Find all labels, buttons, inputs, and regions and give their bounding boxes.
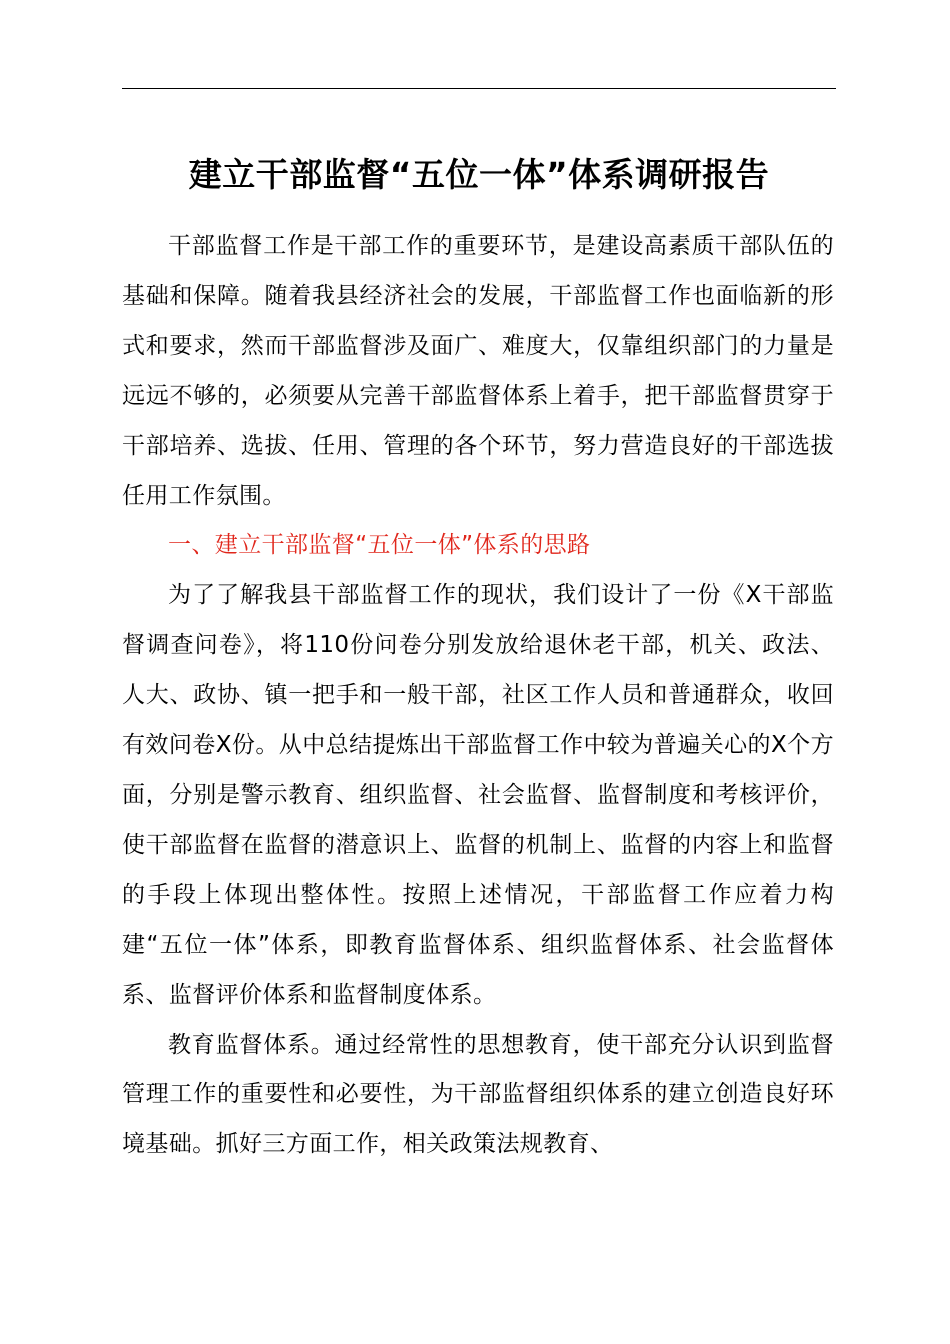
paragraph-intro: 干部监督工作是干部工作的重要环节，是建设高素质干部队伍的基础和保障。随着我县经济社会的发展，干部监督工作也面临新的形式和要求，然而干部监督涉及面广、难度大，仅靠组织部门的力量是远远不够的，必须要从完善干部监督体系上着手，把干部监督贯穿于干部培养、选拔、任用、管理的各个环节，努力营造良好的干部选拔任用工作氛围。 [122,233,834,509]
section-heading-1: 一、建立干部监督“五位一体”体系的思路 [168,532,591,559]
header-rule [122,88,836,89]
paragraph-education-supervision: 教育监督体系。通过经常性的思想教育，使干部充分认识到监督管理工作的重要性和必要性，为干部监督组织体系的建立创造良好环境基础。抓好三方面工作，相关政策法规教育、 [122,1031,834,1158]
paragraph-survey: 为了了解我县干部监督工作的现状，我们设计了一份《X干部监督调查问卷》，将110份问卷分别发放给退休老干部，机关、政法、人大、政协、镇一把手和一般干部，社区工作人员和普通群众，收回有效问卷X份。从中总结提炼出干部监督工作中较为普遍关心的X个方面，分别是警示教育、组织监督、社会监督、监督制度和考核评价，使干部监督在监督的潜意识上、监督的机制上、监督的内容上和监督的手段上体现出整体性。按照上述情况，干部监督工作应着力构建“五位一体”体系，即教育监督体系、组织监督体系、社会监督体系、监督评价体系和监督制度体系。 [122,582,834,1008]
document-title: 建立干部监督“五位一体”体系调研报告 [188,155,770,194]
document-body [122,222,834,1170]
